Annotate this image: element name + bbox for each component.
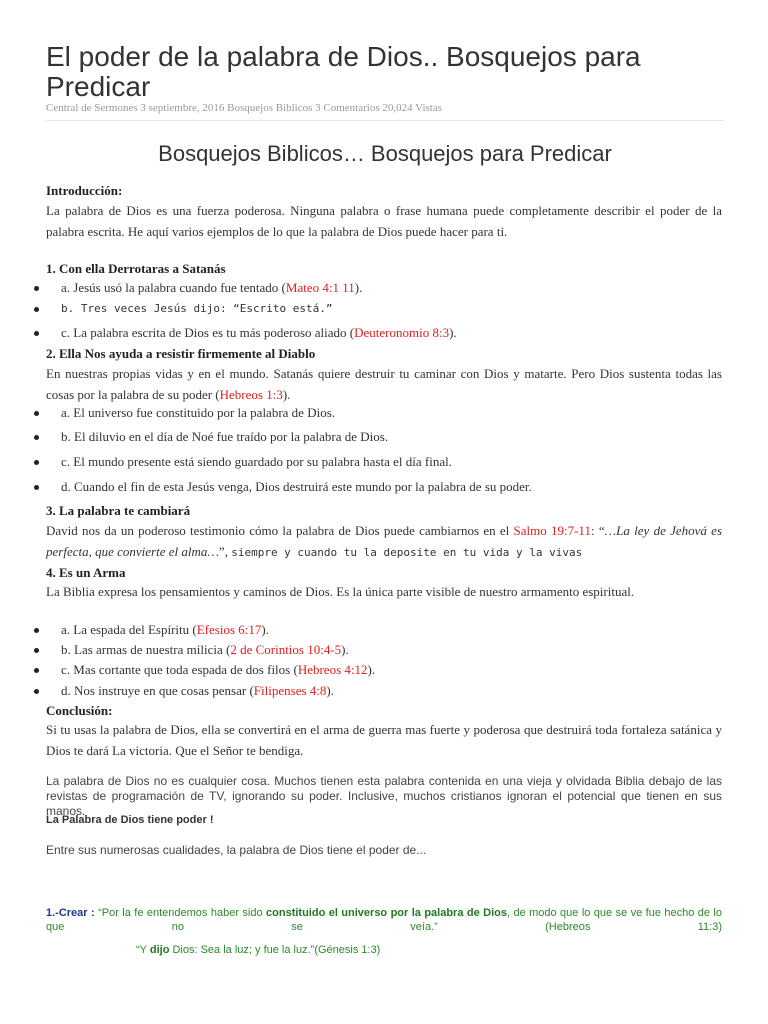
list-item: c. La palabra escrita de Dios es tu más poderoso aliado (Deuteronomio 8:3). — [46, 324, 722, 342]
scripture-quote: …La ley de Jehová es perfecta, que convierte el alma… — [46, 523, 722, 559]
section-2-title: 2. Ella Nos ayuda a resistir firmemente al Diablo — [46, 346, 316, 361]
section-heading: Bosquejos Biblicos… Bosquejos para Predicar — [158, 141, 612, 166]
section-1-title: 1. Con ella Derrotaras a Satanás — [46, 261, 226, 276]
article-title: El poder de la palabra de Dios.. Bosquejos para Predicar — [46, 41, 641, 102]
section-3-title: 3. La palabra te cambiará — [46, 503, 191, 518]
list-item: b. Tres veces Jesús dijo: “Escrito está.” — [46, 300, 722, 318]
scripture-link[interactable]: Deuteronomio 8:3 — [354, 325, 450, 340]
crear-label: 1.-Crear : — [46, 907, 95, 919]
scripture-link[interactable]: 2 de Corintios 10:4-5 — [230, 642, 342, 657]
list-item: a. Jesús usó la palabra cuando fue tentado (Mateo 4:1 11). — [46, 279, 722, 297]
extra-paragraph: La palabra de Dios no es cualquier cosa. Muchos tienen esta palabra contenida en una vieja y olvidada Biblia debajo de las revistas de programación de TV, ignorando su poder. Inclusive, muchos cristianos ignoran el potencial que tienen en sus manos. — [46, 774, 722, 818]
bullet-icon — [34, 411, 39, 416]
scripture-link[interactable]: Efesios 6:17 — [196, 622, 262, 637]
list-item: c. Mas cortante que toda espada de dos filos (Hebreos 4:12). — [46, 661, 722, 679]
section-4-title: 4. Es un Arma — [46, 565, 126, 580]
list-item: b. Las armas de nuestra milicia (2 de Corintios 10:4-5). — [46, 641, 722, 659]
intro-text: La palabra de Dios es una fuerza poderosa. Ninguna palabra o frase humana puede completamente describir el poder de la palabra escrita. He aquí varios ejemplos de lo que la palabra de Dios puede hacer para ti. — [46, 203, 722, 239]
list-item: d. Cuando el fin de esta Jesús venga, Dios destruirá este mundo por la palabra de su poder. — [46, 478, 722, 496]
list-item: a. El universo fue constituido por la palabra de Dios. — [46, 404, 722, 422]
bullet-icon — [34, 307, 39, 312]
scripture-link[interactable]: Filipenses 4:8 — [253, 683, 327, 698]
scripture-link[interactable]: Salmo 19:7-11 — [513, 523, 591, 538]
bullet-icon — [34, 331, 39, 336]
bullet-icon — [34, 628, 39, 633]
conclusion-title: Conclusión: — [46, 703, 113, 718]
section-4-text: La Biblia expresa los pensamientos y caminos de Dios. Es la única parte visible de nuestro armamento espiritual. — [46, 584, 635, 599]
section-3-text: David nos da un poderoso testimonio cómo la palabra de Dios puede cambiarnos en el Salmo 19:7-11: “…La ley de Jehová es perfecta, que convierte el alma…”, siempre y cuando tu la deposite en tu vida y la vivas — [46, 523, 722, 559]
list-item: a. La espada del Espíritu (Efesios 6:17). — [46, 621, 722, 639]
list-item: d. Nos instruye en que cosas pensar (Filipenses 4:8). — [46, 682, 722, 700]
scripture-link[interactable]: Hebreos 4:12 — [297, 662, 368, 677]
bullet-icon — [34, 648, 39, 653]
scripture-link[interactable]: Hebreos 1:3 — [219, 387, 283, 402]
conclusion-text: Si tu usas la palabra de Dios, ella se convertirá en el arma de guerra mas fuerte y poderosa que destruirá toda fortaleza satánica y Dios te dará La victoria. Que el Señor te bendiga. — [46, 722, 722, 758]
list-item: b. El diluvio en el día de Noé fue traído por la palabra de Dios. — [46, 428, 722, 446]
bullet-icon — [34, 286, 39, 291]
divider — [46, 120, 724, 121]
intro-title: Introducción: — [46, 183, 123, 198]
crear-quote: 1.-Crear : “Por la fe entendemos haber sido constituido el universo por la palabra de Dios, de modo que lo que se ve fue hecho de lo que no se veía.” (Hebreos 11:3) — [46, 907, 722, 933]
bullet-icon — [34, 485, 39, 490]
scripture-link[interactable]: Mateo 4:1 11 — [285, 280, 355, 295]
section-2-text: En nuestras propias vidas y en el mundo. Satanás quiere destruir tu caminar con Dios y matarte. Pero Dios sustenta todas las cosas por la palabra de su poder (Hebreos 1:3). — [46, 366, 722, 402]
extra-bold-line: La Palabra de Dios tiene poder ! — [46, 814, 214, 826]
bullet-icon — [34, 668, 39, 673]
genesis-quote: “Y dijo Dios: Sea la luz; y fue la luz.”(Génesis 1:3) — [136, 944, 381, 956]
bullet-icon — [34, 460, 39, 465]
bullet-icon — [34, 689, 39, 694]
bullet-icon — [34, 435, 39, 440]
article-meta: Central de Sermones 3 septiembre, 2016 Bosquejos Biblicos 3 Comentarios 20,024 Vistas — [46, 102, 443, 114]
list-item: c. El mundo presente está siendo guardado por su palabra hasta el día final. — [46, 453, 722, 471]
extra-intro-line: Entre sus numerosas cualidades, la palabra de Dios tiene el poder de... — [46, 843, 427, 857]
